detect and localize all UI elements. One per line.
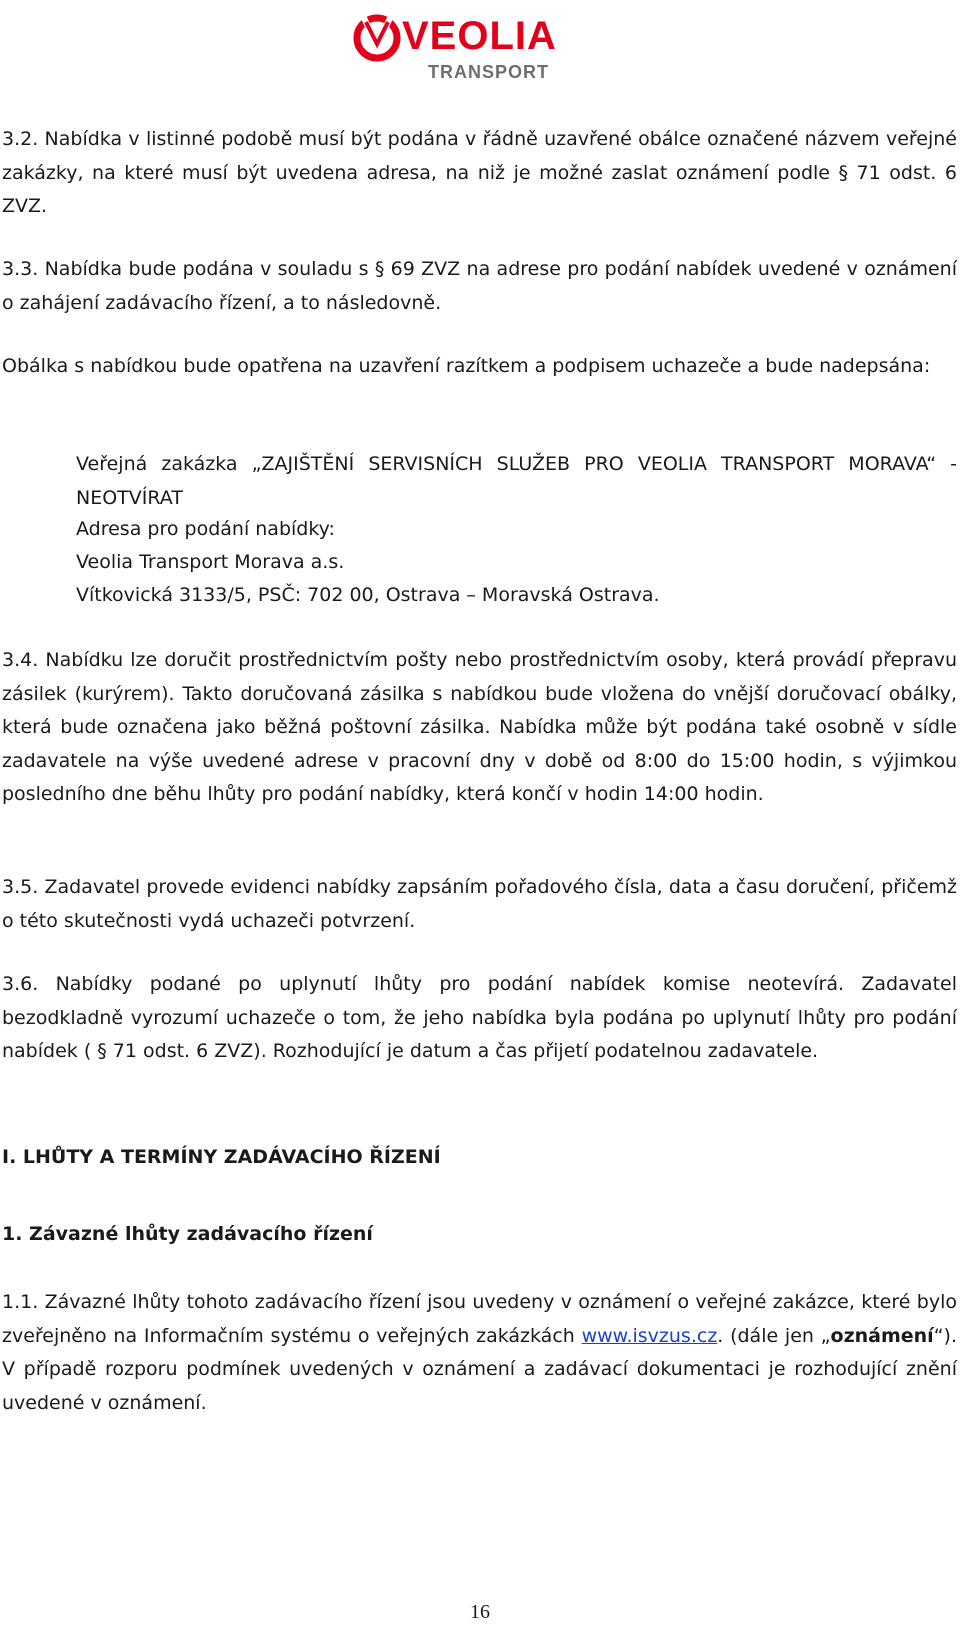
paragraph-envelope: Obálka s nabídkou bude opatřena na uzavření razítkem a podpisem uchazeče a bude nadepsána:	[2, 355, 931, 377]
veolia-logo	[352, 8, 592, 84]
paragraph-3-2: 3.2. Nabídka v listinné podobě musí být podána v řádně uzavřené obálce označené názvem veřejné zakázky, na které musí být uvedena adresa, na niž je možné zaslat oznámení podle § 71 odst. 6 ZVZ.	[2, 128, 957, 217]
paragraph-1-1-text-3: “). V případě rozporu podmínek uvedených v oznámení a zadávací dokumentaci je rozhodující znění uvedené v oznámení.	[2, 1324, 957, 1414]
envelope-label-company: Veolia Transport Morava a.s.	[76, 551, 345, 573]
envelope-label-address-heading: Adresa pro podání nabídky:	[76, 518, 335, 540]
subsection-heading: 1. Závazné lhůty zadávacího řízení	[2, 1223, 373, 1245]
paragraph-3-6: 3.6. Nabídky podané po uplynutí lhůty pro podání nabídek komise neotevírá. Zadavatel bezodkladně vyrozumí uchazeče o tom, že jeho nabídka byla podána po uplynutí lhůty pro podání nabídek ( § 71 odst. 6 ZVZ). Rozhodující je datum a čas přijetí podatelnou zadavatele.	[2, 973, 957, 1062]
page-number: 16	[470, 1601, 490, 1623]
paragraph-1-1-text: 1.1. Závazné lhůty tohoto zadávacího řízení jsou uvedeny v oznámení o veřejné zakázce, které bylo zveřejněno na Informačním systému o veřejných zakázkách	[2, 1291, 957, 1347]
envelope-label-title: Veřejná zakázka „ZAJIŠTĚNÍ SERVISNÍCH SLUŽEB PRO VEOLIA TRANSPORT MORAVA“ - NEOTVÍRAT	[76, 453, 957, 509]
paragraph-1-1-text-2: . (dále jen „	[717, 1324, 831, 1347]
section-heading: I. LHŮTY A TERMÍNY ZADÁVACÍHO ŘÍZENÍ	[2, 1146, 441, 1168]
logo-brand-text: VEOLIA	[402, 14, 557, 58]
paragraph-1-1-bold: oznámení	[830, 1324, 934, 1347]
paragraph-3-4: 3.4. Nabídku lze doručit prostřednictvím pošty nebo prostřednictvím osoby, která provádí přepravu zásilek (kurýrem). Takto doručovaná zásilka s nabídkou bude vložena do vnější doručovací obálky, která bude označena jako běžná poštovní zásilka. Nabídka může být podána také osobně v sídle zadavatele na výše uvedené adrese v pracovní dny v době od 8:00 do 15:00 hodin, s výjimkou posledního dne běhu lhůty pro podání nabídky, která končí v hodin 14:00 hodin.	[2, 649, 957, 805]
logo-sub-text: TRANSPORT	[428, 62, 549, 82]
isvzus-link[interactable]: www.isvzus.cz	[581, 1324, 718, 1347]
paragraph-3-5: 3.5. Zadavatel provede evidenci nabídky zapsáním pořadového čísla, data a času doručení, přičemž o této skutečnosti vydá uchazeči potvrzení.	[2, 876, 957, 932]
envelope-label-street: Vítkovická 3133/5, PSČ: 702 00, Ostrava – Moravská Ostrava.	[76, 584, 660, 606]
paragraph-3-3: 3.3. Nabídka bude podána v souladu s § 69 ZVZ na adrese pro podání nabídek uvedené v oznámení o zahájení zadávacího řízení, a to následovně.	[2, 258, 957, 314]
paragraph-1-1	[2, 1286, 957, 1420]
veolia-logo-icon	[352, 12, 402, 64]
